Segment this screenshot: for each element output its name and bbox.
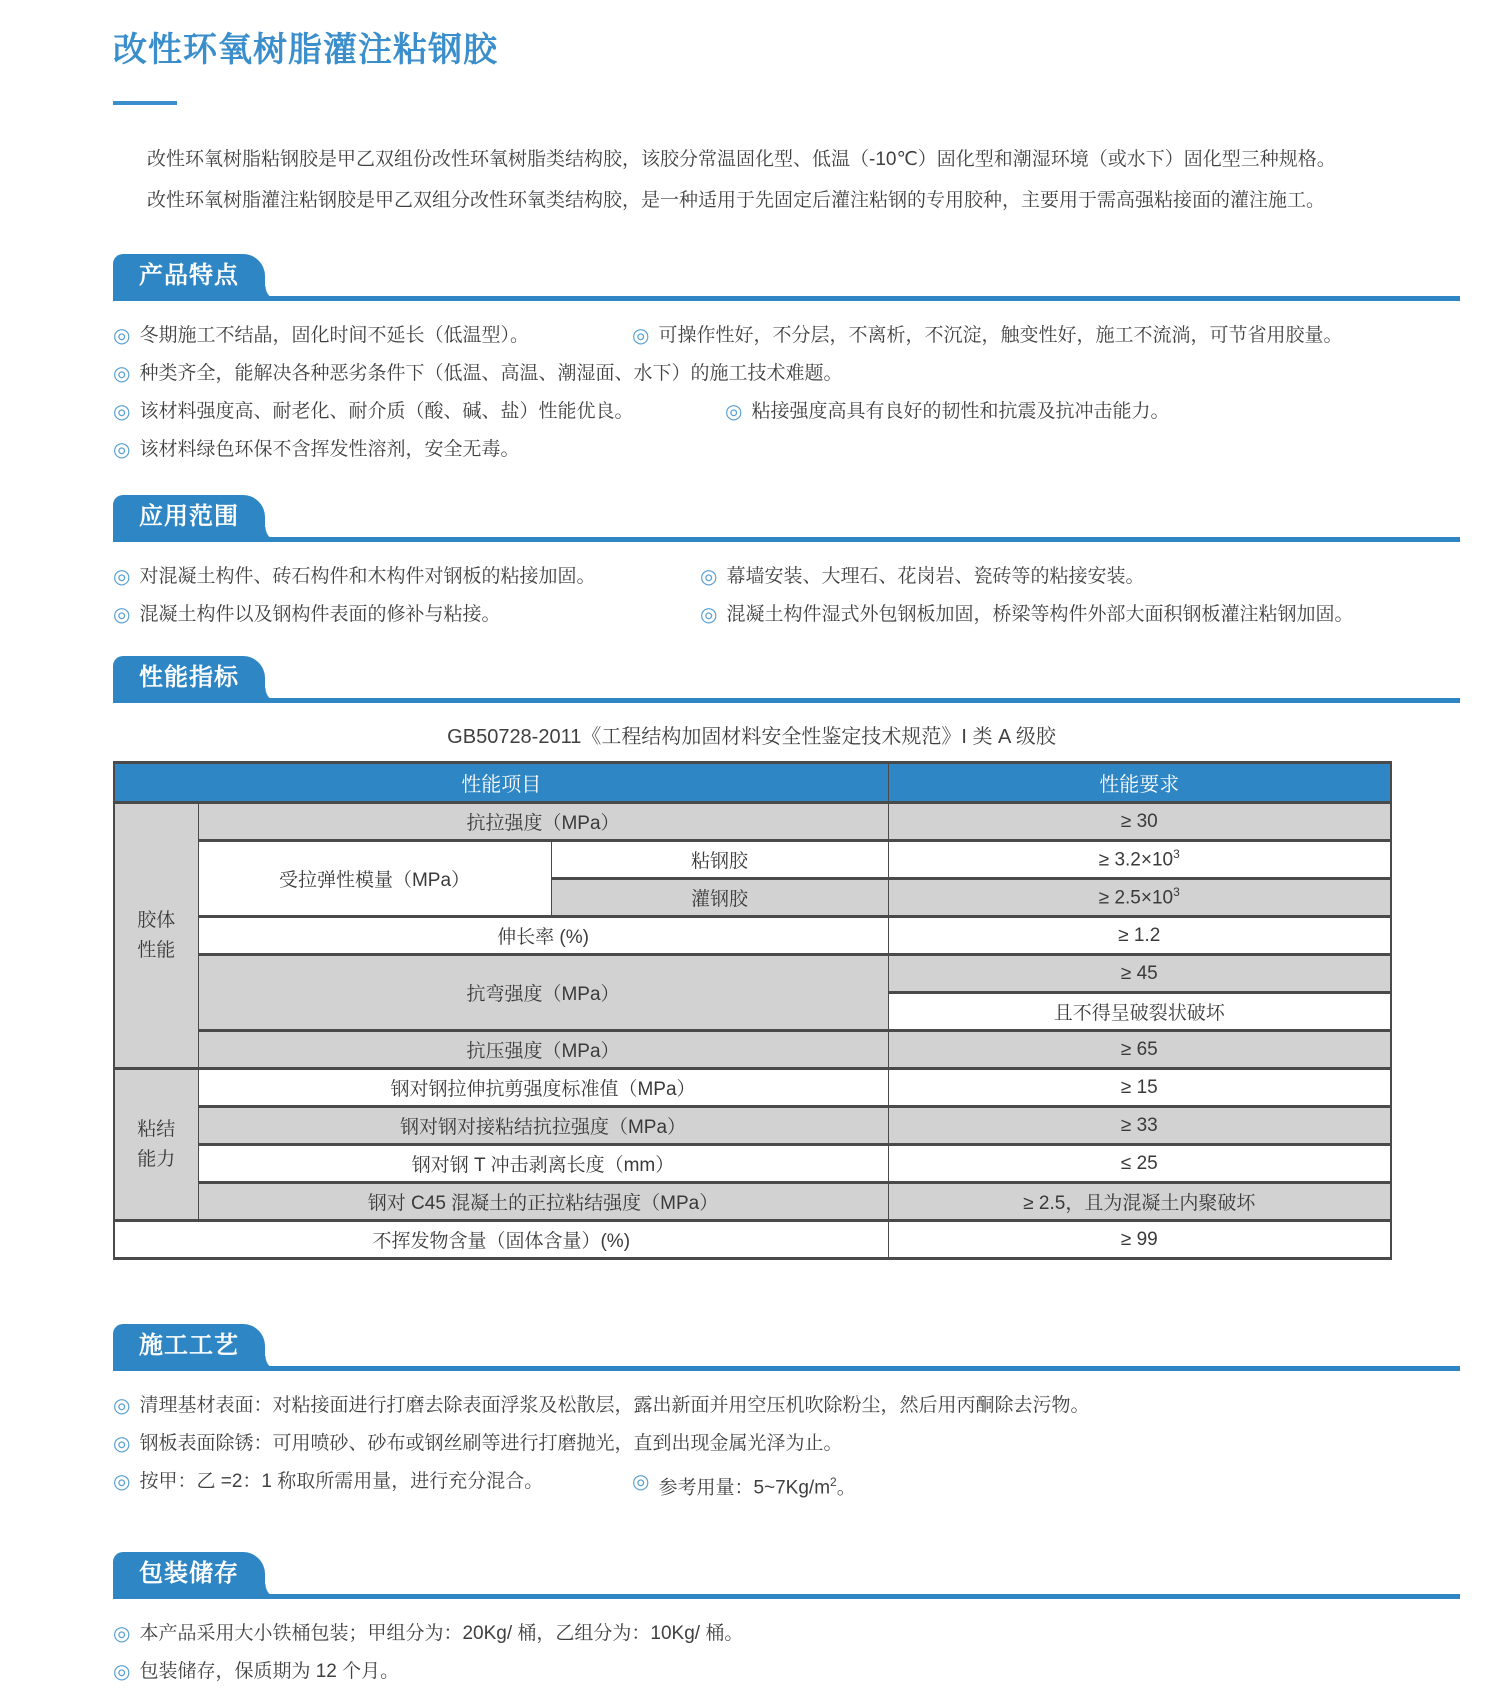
bullet-text: 种类齐全，能解决各种恶劣条件下（低温、高温、潮湿面、水下）的施工技术难题。 xyxy=(139,363,843,384)
property-cell: 受拉弹性模量（MPa） xyxy=(198,841,551,917)
section-header-construction xyxy=(113,1324,1460,1371)
section-rule xyxy=(113,1366,1460,1371)
value-cell: 且不得呈破裂状破坏 xyxy=(888,993,1391,1031)
intro-line-1: 改性环氧树脂粘钢胶是甲乙双组份改性环氧树脂类结构胶，该胶分常温固化型、低温（-10℃）固化型和潮湿环境（或水下）固化型三种规格。 xyxy=(147,149,1336,170)
packaging-list xyxy=(113,1615,1460,1691)
list-item xyxy=(113,1615,1460,1653)
list-item xyxy=(113,393,1460,431)
section-tab-performance: 性能指标 xyxy=(113,656,265,703)
list-item xyxy=(113,431,1460,469)
table-row xyxy=(114,841,1391,879)
page-title: 改性环氧树脂灌注粘钢胶 xyxy=(113,31,498,69)
value-cell: ≥ 2.5，且为混凝土内聚破坏 xyxy=(888,1183,1391,1221)
property-cell: 抗弯强度（MPa） xyxy=(198,955,888,1031)
value-cell: ≥ 15 xyxy=(888,1069,1391,1107)
table-row xyxy=(114,1031,1391,1069)
bullet-icon: ◎ xyxy=(113,1395,131,1417)
bullet-icon: ◎ xyxy=(113,1471,131,1493)
bullet-icon: ◎ xyxy=(113,363,131,385)
bullet-icon: ◎ xyxy=(113,1661,131,1684)
bullet-text: 按甲：乙 =2：1 称取所需用量，进行充分混合。 xyxy=(139,1471,544,1492)
construction-list xyxy=(113,1387,1460,1507)
group-cell-adhesive-performance: 胶体性能 xyxy=(114,803,198,1069)
list-item xyxy=(113,1653,1460,1691)
column-header-requirement: 性能要求 xyxy=(888,763,1391,803)
section-header-performance xyxy=(113,656,1460,703)
applications-list xyxy=(113,558,1460,634)
section-tab-construction: 施工工艺 xyxy=(113,1324,265,1371)
bullet-icon: ◎ xyxy=(113,604,131,626)
table-row xyxy=(114,1145,1391,1183)
column-header-item: 性能项目 xyxy=(114,763,888,803)
property-cell: 抗压强度（MPa） xyxy=(198,1031,888,1069)
table-row xyxy=(114,1221,1391,1259)
section-header-features xyxy=(113,254,1460,301)
section-header-applications xyxy=(113,495,1460,542)
bullet-text: 混凝土构件湿式外包钢板加固，桥梁等构件外部大面积钢板灌注粘钢加固。 xyxy=(726,604,1354,625)
property-cell: 钢对钢对接粘结抗拉强度（MPa） xyxy=(198,1107,888,1145)
section-tab-packaging: 包装储存 xyxy=(113,1552,265,1599)
bullet-icon: ◎ xyxy=(632,1471,650,1493)
bullet-icon: ◎ xyxy=(113,1623,131,1646)
table-row xyxy=(114,917,1391,955)
bullet-icon: ◎ xyxy=(725,401,743,423)
performance-table xyxy=(113,761,1392,1260)
table-row xyxy=(114,1183,1391,1221)
section-tab-applications: 应用范围 xyxy=(113,495,265,542)
bullet-text: 钢板表面除锈：可用喷砂、砂布或钢丝刷等进行打磨抛光，直到出现金属光泽为止。 xyxy=(139,1433,843,1454)
subproperty-cell: 灌钢胶 xyxy=(551,879,888,917)
value-cell: ≥ 30 xyxy=(888,803,1391,841)
intro-paragraph xyxy=(113,139,1460,221)
value-cell: ≥ $3.2\times 10^3$ xyxy=(888,841,1391,879)
section-rule xyxy=(113,296,1460,301)
list-item xyxy=(113,1425,1460,1463)
bullet-text: 混凝土构件以及钢构件表面的修补与粘接。 xyxy=(139,604,501,625)
table-header-row xyxy=(114,763,1391,803)
list-item xyxy=(113,355,1460,393)
bullet-icon: ◎ xyxy=(113,325,131,347)
group-cell-bonding-capacity: 粘结能力 xyxy=(114,1069,198,1221)
value-cell: ≥ 33 xyxy=(888,1107,1391,1145)
bullet-icon: ◎ xyxy=(700,566,718,588)
subproperty-cell: 粘钢胶 xyxy=(551,841,888,879)
bullet-text: 本产品采用大小铁桶包装；甲组分为：20Kg/ 桶，乙组分为：10Kg/ 桶。 xyxy=(139,1623,744,1645)
table-row xyxy=(114,1107,1391,1145)
features-list xyxy=(113,317,1460,469)
property-cell: 钢对钢 T 冲击剥离长度（mm） xyxy=(198,1145,888,1183)
value-cell: ≥ 1.2 xyxy=(888,917,1391,955)
table-row xyxy=(114,803,1391,841)
title-underline xyxy=(113,101,177,105)
value-cell: ≤ 25 xyxy=(888,1145,1391,1183)
table-row xyxy=(114,1069,1391,1107)
table-row xyxy=(114,955,1391,993)
property-cell: 伸长率 (%) xyxy=(198,917,888,955)
bullet-text: 冬期施工不结晶，固化时间不延长（低温型）。 xyxy=(139,325,529,346)
bullet-icon: ◎ xyxy=(113,1433,131,1455)
bullet-text: 清理基材表面：对粘接面进行打磨去除表面浮浆及松散层，露出新面并用空压机吹除粉尘，然后用丙酮除去污物。 xyxy=(139,1395,1090,1416)
bullet-text: 对混凝土构件、砖石构件和木构件对钢板的粘接加固。 xyxy=(139,566,596,587)
list-item xyxy=(113,596,1460,634)
property-cell: 钢对 C45 混凝土的正拉粘结强度（MPa） xyxy=(198,1183,888,1221)
list-item xyxy=(113,558,1460,596)
bullet-icon: ◎ xyxy=(113,401,131,423)
section-rule xyxy=(113,698,1460,703)
bullet-icon: ◎ xyxy=(113,439,131,461)
property-cell: 抗拉强度（MPa） xyxy=(198,803,888,841)
list-item xyxy=(113,1463,1460,1507)
section-tab-features: 产品特点 xyxy=(113,254,265,301)
bullet-text: 包装储存，保质期为 12 个月。 xyxy=(139,1661,400,1683)
list-item xyxy=(113,1387,1460,1425)
bullet-text: 该材料强度高、耐老化、耐介质（酸、碱、盐）性能优良。 xyxy=(139,401,634,422)
section-rule xyxy=(113,537,1460,542)
bullet-text: 幕墙安装、大理石、花岗岩、瓷砖等的粘接安装。 xyxy=(726,566,1145,587)
value-cell: ≥ 45 xyxy=(888,955,1391,993)
value-cell: ≥ 65 xyxy=(888,1031,1391,1069)
bullet-text: 可操作性好，不分层，不离析，不沉淀，触变性好，施工不流淌，可节省用胶量。 xyxy=(658,325,1343,346)
bullet-icon: ◎ xyxy=(632,325,650,347)
bullet-icon: ◎ xyxy=(113,566,131,588)
property-cell: 不挥发物含量（固体含量）(%) xyxy=(114,1221,888,1259)
bullet-icon: ◎ xyxy=(700,604,718,626)
value-cell: ≥ $2.5\times 10^3$ xyxy=(888,879,1391,917)
section-rule xyxy=(113,1594,1460,1599)
list-item xyxy=(113,317,1460,355)
bullet-text: 参考用量：$5\sim 7Kg/m^2$。 xyxy=(658,1475,856,1499)
property-cell: 钢对钢拉伸抗剪强度标准值（MPa） xyxy=(198,1069,888,1107)
intro-line-2: 改性环氧树脂灌注粘钢胶是甲乙双组分改性环氧类结构胶，是一种适用于先固定后灌注粘钢的专用胶种，主要用于需高强粘接面的灌注施工。 xyxy=(147,190,1326,211)
bullet-text: 粘接强度高具有良好的韧性和抗震及抗冲击能力。 xyxy=(751,401,1170,422)
section-header-packaging xyxy=(113,1552,1460,1599)
table-caption: GB50728-2011《工程结构加固材料安全性鉴定技术规范》I 类 A 级胶 xyxy=(447,726,1056,748)
bullet-text: 该材料绿色环保不含挥发性溶剂，安全无毒。 xyxy=(139,439,520,460)
value-cell: ≥ 99 xyxy=(888,1221,1391,1259)
